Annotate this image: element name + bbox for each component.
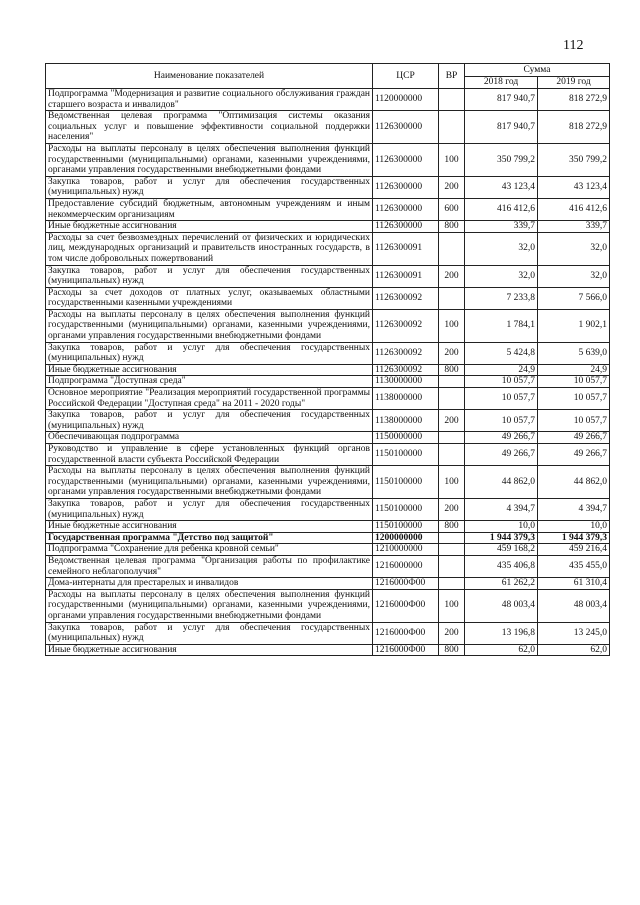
row-amount-2018: 43 123,4 (465, 176, 538, 198)
table-row (46, 287, 610, 309)
table-row (46, 376, 610, 388)
row-amount-2019: 4 394,7 (538, 498, 610, 520)
row-amount-2018: 416 412,6 (465, 198, 538, 220)
row-amount-2019: 10,0 (538, 521, 610, 533)
row-amount-2018: 62,0 (465, 644, 538, 656)
table-row (46, 143, 610, 176)
row-vr-code (439, 544, 465, 556)
table-row (46, 111, 610, 144)
row-csr-code: 1126300091 (373, 232, 439, 265)
row-name: Руководство и управление в сфере установленных функций органов государственной власти субъекта Российской Федерации (46, 444, 373, 466)
row-name: Иные бюджетные ассигнования (46, 364, 373, 376)
row-amount-2019: 416 412,6 (538, 198, 610, 220)
row-amount-2018: 10 057,7 (465, 410, 538, 432)
row-amount-2018: 4 394,7 (465, 498, 538, 520)
row-vr-code: 200 (439, 410, 465, 432)
row-amount-2018: 459 168,2 (465, 544, 538, 556)
row-vr-code: 800 (439, 364, 465, 376)
row-csr-code: 1150000000 (373, 432, 439, 444)
page-number: 112 (563, 38, 584, 53)
table-row (46, 544, 610, 556)
row-csr-code: 1216000000 (373, 555, 439, 577)
row-amount-2018: 10 057,7 (465, 388, 538, 410)
row-csr-code: 1216000Ф00 (373, 589, 439, 622)
row-amount-2018: 339,7 (465, 221, 538, 233)
row-name: Закупка товаров, работ и услуг для обеспечения государственных (муниципальных) нужд (46, 176, 373, 198)
row-vr-code (439, 432, 465, 444)
row-csr-code: 1130000000 (373, 376, 439, 388)
table-row (46, 555, 610, 577)
table-row (46, 410, 610, 432)
row-name: Ведомственная целевая программа "Оптимизация системы оказания социальных услуг и повышение эффективности социальной поддержки населения" (46, 111, 373, 144)
row-csr-code: 1150100000 (373, 444, 439, 466)
table-row (46, 589, 610, 622)
header-csr: ЦСР (373, 64, 439, 89)
row-csr-code: 1126300092 (373, 364, 439, 376)
table-row (46, 444, 610, 466)
row-name: Ведомственная целевая программа "Организация работы по профилактике семейного неблагополучия" (46, 555, 373, 577)
row-name: Подпрограмма "Сохранение для ребенка кровной семьи" (46, 544, 373, 556)
header-year-2018: 2018 год (465, 77, 538, 89)
table-row (46, 364, 610, 376)
row-amount-2019: 24,9 (538, 364, 610, 376)
row-amount-2018: 817 940,7 (465, 89, 538, 111)
row-name: Основное мероприятие "Реализация мероприятий государственной программы Российской Федерации "Доступная среда" на 2011 - 2020 годы" (46, 388, 373, 410)
row-amount-2018: 817 940,7 (465, 111, 538, 144)
row-name: Расходы на выплаты персоналу в целях обеспечения выполнения функций государственными (муниципальными) органами, казенными учреждениями, органами управления государственными внебюджетными фондами (46, 466, 373, 499)
row-vr-code (439, 376, 465, 388)
row-vr-code (439, 555, 465, 577)
row-vr-code (439, 111, 465, 144)
table-row (46, 176, 610, 198)
row-name: Расходы за счет безвозмездных перечислений от физических и юридических лиц, международных организаций и правительств иностранных государств, в том числе добровольных пожертвований (46, 232, 373, 265)
header-sum: Сумма (465, 64, 610, 77)
row-amount-2019: 1 902,1 (538, 309, 610, 342)
row-amount-2018: 13 196,8 (465, 622, 538, 644)
row-amount-2019: 48 003,4 (538, 589, 610, 622)
row-csr-code: 1138000000 (373, 388, 439, 410)
table-row (46, 532, 610, 544)
row-name: Иные бюджетные ассигнования (46, 521, 373, 533)
row-amount-2018: 49 266,7 (465, 444, 538, 466)
row-csr-code: 1200000000 (373, 532, 439, 544)
row-vr-code: 100 (439, 589, 465, 622)
row-name: Иные бюджетные ассигнования (46, 221, 373, 233)
row-csr-code: 1126300092 (373, 287, 439, 309)
table-body (46, 89, 610, 656)
table-row (46, 521, 610, 533)
row-csr-code: 1126300092 (373, 309, 439, 342)
table-row (46, 232, 610, 265)
row-name: Подпрограмма "Доступная среда" (46, 376, 373, 388)
row-amount-2019: 818 272,9 (538, 111, 610, 144)
row-amount-2019: 44 862,0 (538, 466, 610, 499)
table-row (46, 309, 610, 342)
table-row (46, 89, 610, 111)
row-amount-2018: 350 799,2 (465, 143, 538, 176)
row-name: Обеспечивающая подпрограмма (46, 432, 373, 444)
row-csr-code: 1150100000 (373, 466, 439, 499)
table-row (46, 388, 610, 410)
row-csr-code: 1150100000 (373, 498, 439, 520)
row-csr-code: 1126300091 (373, 265, 439, 287)
row-amount-2019: 13 245,0 (538, 622, 610, 644)
row-csr-code: 1126300000 (373, 111, 439, 144)
row-amount-2018: 49 266,7 (465, 432, 538, 444)
row-vr-code (439, 388, 465, 410)
row-amount-2019: 49 266,7 (538, 444, 610, 466)
row-vr-code: 200 (439, 622, 465, 644)
row-csr-code: 1126300000 (373, 198, 439, 220)
row-amount-2019: 62,0 (538, 644, 610, 656)
row-csr-code: 1120000000 (373, 89, 439, 111)
table-row (46, 342, 610, 364)
row-vr-code: 600 (439, 198, 465, 220)
row-name: Подпрограмма "Модернизация и развитие социального обслуживания граждан старшего возраста и инвалидов" (46, 89, 373, 111)
row-amount-2018: 32,0 (465, 232, 538, 265)
row-amount-2019: 435 455,0 (538, 555, 610, 577)
row-amount-2019: 818 272,9 (538, 89, 610, 111)
row-amount-2019: 459 216,4 (538, 544, 610, 556)
row-name: Закупка товаров, работ и услуг для обеспечения государственных (муниципальных) нужд (46, 342, 373, 364)
table-row (46, 622, 610, 644)
row-amount-2019: 339,7 (538, 221, 610, 233)
table-row (46, 265, 610, 287)
row-amount-2019: 43 123,4 (538, 176, 610, 198)
row-name: Закупка товаров, работ и услуг для обеспечения государственных (муниципальных) нужд (46, 410, 373, 432)
row-name: Иные бюджетные ассигнования (46, 644, 373, 656)
row-vr-code: 100 (439, 143, 465, 176)
row-amount-2018: 10 057,7 (465, 376, 538, 388)
table-row (46, 578, 610, 590)
row-amount-2019: 7 566,0 (538, 287, 610, 309)
row-name: Расходы на выплаты персоналу в целях обеспечения выполнения функций государственными (муниципальными) органами, казенными учреждениями, органами управления государственными внебюджетными фондами (46, 589, 373, 622)
row-csr-code: 1216000Ф00 (373, 644, 439, 656)
row-amount-2018: 32,0 (465, 265, 538, 287)
row-name: Закупка товаров, работ и услуг для обеспечения государственных (муниципальных) нужд (46, 498, 373, 520)
row-csr-code: 1138000000 (373, 410, 439, 432)
row-name: Расходы за счет доходов от платных услуг, оказываемых областными государственными казенными учреждениями (46, 287, 373, 309)
row-amount-2019: 10 057,7 (538, 410, 610, 432)
header-name: Наименование показателей (46, 64, 373, 89)
row-name: Государственная программа "Детство под защитой" (46, 532, 373, 544)
row-amount-2018: 61 262,2 (465, 578, 538, 590)
budget-table (45, 63, 610, 656)
row-amount-2019: 10 057,7 (538, 388, 610, 410)
table-row (46, 498, 610, 520)
row-vr-code: 200 (439, 265, 465, 287)
row-vr-code (439, 444, 465, 466)
row-amount-2019: 350 799,2 (538, 143, 610, 176)
row-csr-code: 1126300092 (373, 342, 439, 364)
row-vr-code (439, 89, 465, 111)
row-name: Дома-интернаты для престарелых и инвалидов (46, 578, 373, 590)
row-amount-2019: 32,0 (538, 265, 610, 287)
row-vr-code: 100 (439, 309, 465, 342)
row-vr-code: 800 (439, 221, 465, 233)
row-amount-2018: 24,9 (465, 364, 538, 376)
row-amount-2018: 5 424,8 (465, 342, 538, 364)
row-amount-2019: 32,0 (538, 232, 610, 265)
row-vr-code: 800 (439, 644, 465, 656)
row-vr-code: 200 (439, 176, 465, 198)
row-amount-2019: 10 057,7 (538, 376, 610, 388)
row-vr-code (439, 532, 465, 544)
table-row (46, 198, 610, 220)
header-vr: ВР (439, 64, 465, 89)
row-vr-code (439, 578, 465, 590)
row-amount-2018: 1 944 379,3 (465, 532, 538, 544)
row-amount-2018: 44 862,0 (465, 466, 538, 499)
table-row (46, 644, 610, 656)
row-csr-code: 1126300000 (373, 143, 439, 176)
table-row (46, 221, 610, 233)
row-amount-2018: 435 406,8 (465, 555, 538, 577)
row-vr-code: 100 (439, 466, 465, 499)
row-amount-2018: 7 233,8 (465, 287, 538, 309)
row-amount-2018: 1 784,1 (465, 309, 538, 342)
row-amount-2019: 61 310,4 (538, 578, 610, 590)
row-vr-code (439, 287, 465, 309)
row-csr-code: 1216000Ф00 (373, 578, 439, 590)
table-row (46, 432, 610, 444)
row-csr-code: 1216000Ф00 (373, 622, 439, 644)
row-vr-code: 800 (439, 521, 465, 533)
row-name: Расходы на выплаты персоналу в целях обеспечения выполнения функций государственными (муниципальными) органами, казенными учреждениями, органами управления государственными внебюджетными фондами (46, 309, 373, 342)
row-name: Расходы на выплаты персоналу в целях обеспечения выполнения функций государственными (муниципальными) органами, казенными учреждениями, органами управления государственными внебюджетными фондами (46, 143, 373, 176)
row-vr-code: 200 (439, 342, 465, 364)
header-year-2019: 2019 год (538, 77, 610, 89)
row-csr-code: 1210000000 (373, 544, 439, 556)
row-amount-2019: 1 944 379,3 (538, 532, 610, 544)
row-name: Предоставление субсидий бюджетным, автономным учреждениям и иным некоммерческим организациям (46, 198, 373, 220)
row-vr-code (439, 232, 465, 265)
row-name: Закупка товаров, работ и услуг для обеспечения государственных (муниципальных) нужд (46, 622, 373, 644)
row-csr-code: 1126300000 (373, 221, 439, 233)
row-amount-2019: 5 639,0 (538, 342, 610, 364)
row-name: Закупка товаров, работ и услуг для обеспечения государственных (муниципальных) нужд (46, 265, 373, 287)
row-csr-code: 1126300000 (373, 176, 439, 198)
row-csr-code: 1150100000 (373, 521, 439, 533)
row-amount-2018: 10,0 (465, 521, 538, 533)
row-amount-2019: 49 266,7 (538, 432, 610, 444)
table-row (46, 466, 610, 499)
row-vr-code: 200 (439, 498, 465, 520)
row-amount-2018: 48 003,4 (465, 589, 538, 622)
